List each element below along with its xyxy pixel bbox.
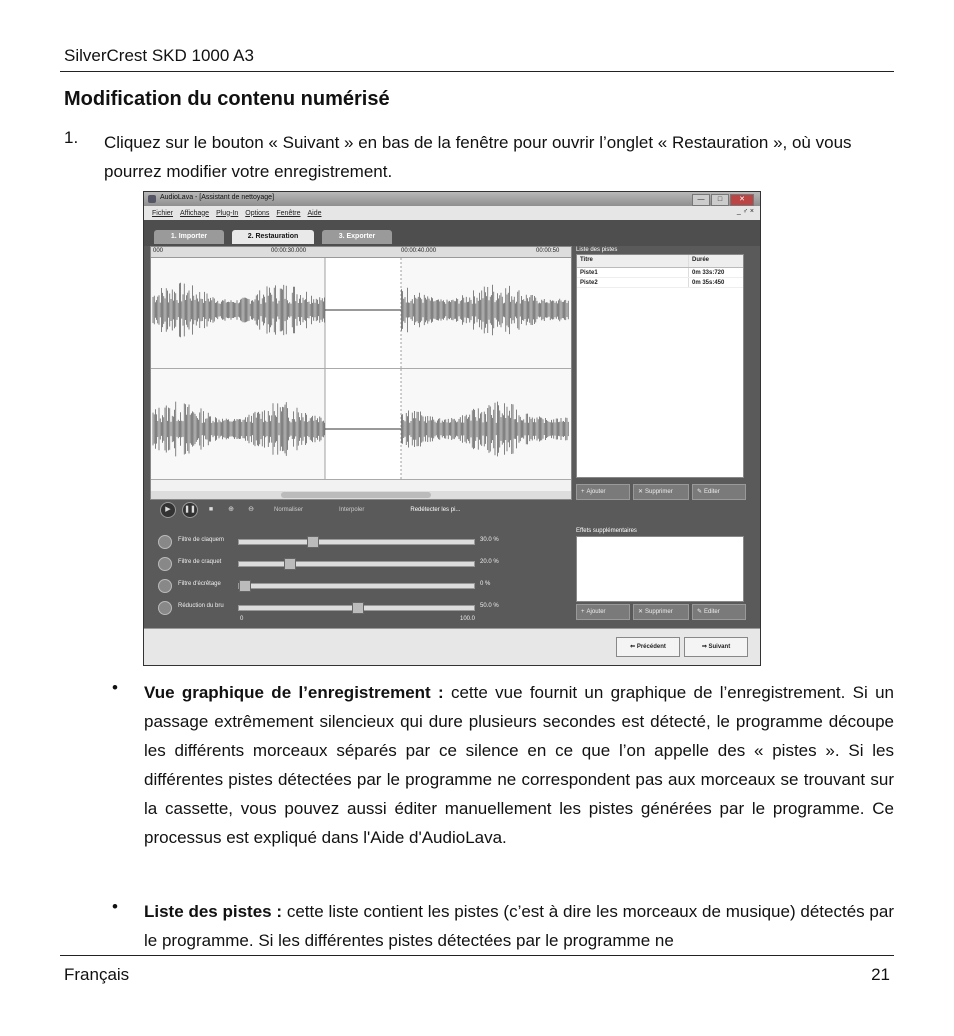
filter-slider-row — [158, 555, 518, 571]
slider-label: Filtre de craquet — [178, 559, 222, 565]
track-list-buttons — [576, 484, 746, 500]
bullet-graphic-view — [144, 678, 894, 852]
zoom-out-icon[interactable]: ⊖ — [248, 506, 254, 513]
toggle-knob-icon[interactable] — [158, 601, 172, 615]
tab-restauration[interactable]: 2. Restauration — [232, 230, 314, 244]
effects-buttons — [576, 604, 746, 620]
normalize-button[interactable]: Normaliser — [274, 507, 304, 513]
menu-fichier[interactable]: Fichier — [152, 209, 174, 217]
time-ruler — [151, 247, 571, 258]
delete-label: Supprimer — [645, 609, 673, 615]
slider-track[interactable] — [238, 561, 475, 567]
col-duration[interactable]: Durée — [692, 257, 710, 263]
toggle-knob-icon[interactable] — [158, 557, 172, 571]
header-rule — [60, 71, 894, 72]
edit-icon: ✎ — [697, 609, 703, 615]
track-title: Piste1 — [577, 268, 689, 277]
step-text: Cliquez sur le bouton « Suivant » en bas de la fenêtre pour ouvrir l’onglet « Restauration », où vous pourrez modifier votre enregistrement. — [104, 133, 852, 181]
tab-exporter[interactable]: 3. Exporter — [322, 230, 392, 244]
waveform-left-svg — [151, 258, 571, 368]
effects-title: Effets supplémentaires — [576, 528, 637, 534]
window-title: AudioLava - [Assistant de nettoyage] — [160, 194, 275, 201]
toggle-knob-icon[interactable] — [158, 535, 172, 549]
ruler-label: 000 — [153, 248, 164, 254]
menu-affichage[interactable]: Affichage — [180, 209, 210, 217]
slider-track[interactable] — [238, 605, 475, 611]
track-duration: 0m 33s:720 — [692, 270, 725, 276]
previous-label: Précédent — [636, 644, 666, 650]
filter-slider-row — [158, 599, 518, 615]
slider-track[interactable] — [238, 539, 475, 545]
menu-bar — [144, 206, 760, 220]
previous-button[interactable] — [616, 637, 680, 657]
mdi-controls[interactable]: _ ♂ × — [736, 208, 754, 215]
window-titlebar — [144, 192, 760, 206]
edit-label: Editer — [704, 489, 720, 495]
slider-label: Réduction du bru — [178, 603, 224, 609]
footer-language: Français — [64, 965, 130, 984]
waveform-right-svg — [151, 369, 571, 479]
bullet-track-list — [144, 897, 894, 955]
stop-icon[interactable]: ■ — [208, 506, 214, 513]
close-button[interactable]: ✕ — [730, 194, 754, 206]
bullet-marker: • — [112, 678, 118, 697]
pause-icon[interactable]: ❚❚ — [182, 502, 198, 518]
playback-controls — [160, 502, 460, 518]
menu-options[interactable]: Options — [245, 209, 270, 217]
ruler-label: 00:00:50 — [536, 248, 560, 254]
arrow-right-icon: ⇒ — [701, 644, 709, 650]
add-effect-button[interactable] — [576, 604, 630, 620]
arrow-left-icon: ⇐ — [630, 644, 637, 650]
delete-effect-button[interactable] — [633, 604, 689, 620]
slider-value: 0 % — [480, 581, 491, 587]
bullet-marker: • — [112, 897, 118, 916]
delete-label: Supprimer — [645, 489, 673, 495]
running-header: SilverCrest SKD 1000 A3 — [64, 46, 254, 65]
filter-slider-row — [158, 533, 518, 549]
edit-track-button[interactable] — [692, 484, 746, 500]
menu-plugin[interactable]: Plug-In — [216, 209, 239, 217]
tab-strip — [144, 220, 760, 246]
slider-value: 20.0 % — [480, 559, 499, 565]
slider-label: Filtre de claquem — [178, 537, 225, 543]
interpolate-button[interactable]: Interpoler — [339, 507, 365, 513]
waveform-channel-right — [151, 369, 571, 480]
wizard-bottom-bar — [144, 628, 760, 665]
section-heading: Modification du contenu numérisé — [64, 88, 390, 110]
track-row[interactable] — [577, 278, 743, 288]
scale-min: 0 — [240, 616, 244, 622]
edit-label: Editer — [704, 609, 720, 615]
track-title: Piste2 — [577, 278, 689, 287]
play-icon[interactable]: ▶ — [160, 502, 176, 518]
footer-rule — [60, 955, 894, 956]
app-icon — [148, 195, 156, 203]
slider-value: 50.0 % — [480, 603, 499, 609]
minimize-button[interactable]: — — [692, 194, 710, 206]
track-duration: 0m 35s:450 — [692, 280, 725, 286]
slider-value: 30.0 % — [480, 537, 499, 543]
maximize-button[interactable]: □ — [711, 194, 729, 206]
tab-importer[interactable]: 1. Importer — [154, 230, 224, 244]
edit-icon: ✎ — [697, 489, 703, 495]
delete-track-button[interactable] — [633, 484, 689, 500]
track-row[interactable] — [577, 268, 743, 278]
filter-slider-row — [158, 577, 518, 593]
menu-fenetre[interactable]: Fenêtre — [276, 209, 301, 217]
plus-icon: + — [581, 609, 585, 615]
plus-icon: + — [581, 489, 585, 495]
cross-icon: ✕ — [638, 489, 644, 495]
bullet-body: cette liste contient les pistes (c’est à dire les morceaux de musique) détectés par le programme. Si les différentes pistes détectées par le programme ne — [144, 902, 894, 950]
horizontal-scrollbar[interactable] — [151, 491, 571, 499]
redetect-tracks-button[interactable]: Redétecter les pi... — [410, 507, 461, 513]
add-label: Ajouter — [586, 489, 606, 495]
waveform-channel-left — [151, 258, 571, 369]
waveform-view[interactable] — [150, 246, 572, 500]
track-list-header — [577, 255, 743, 268]
track-list-title: Liste des pistes — [576, 247, 618, 253]
slider-thumb[interactable] — [284, 558, 296, 570]
menu-aide[interactable]: Aide — [307, 209, 322, 217]
next-button[interactable] — [684, 637, 748, 657]
cross-icon: ✕ — [638, 609, 644, 615]
step-number: 1. — [64, 128, 79, 147]
slider-track[interactable] — [238, 583, 475, 589]
ruler-label: 00:00:40.000 — [401, 248, 437, 254]
page-number: 21 — [871, 965, 890, 984]
bullet-term: Liste des pistes : — [144, 902, 283, 921]
edit-effect-button[interactable] — [692, 604, 746, 620]
bullet-term: Vue graphique de l’enregistrement : — [144, 683, 444, 702]
audiolava-screenshot — [143, 191, 761, 666]
zoom-in-icon[interactable]: ⊕ — [228, 506, 234, 513]
next-label: Suivant — [708, 644, 731, 650]
slider-thumb[interactable] — [307, 536, 319, 548]
slider-thumb[interactable] — [352, 602, 364, 614]
scale-max: 100.0 — [460, 616, 476, 622]
scrollbar-thumb[interactable] — [281, 492, 431, 498]
add-label: Ajouter — [586, 609, 606, 615]
slider-thumb[interactable] — [239, 580, 251, 592]
bullet-body: cette vue fournit un graphique de l’enregistrement. Si un passage extrêmement silencieux qui dure plusieurs secondes est détecté, le programme découpe les différents morceaux séparés par ce silence en ce que l’on appelle des « pistes ». Si les différentes pistes détectées par le programme ne correspondent pas aux morceaux se trouvant sur la cassette, vous pouvez aussi éditer manuellement les pistes générées par le programme. Ce processus est expliqué dans l'Aide d'AudioLava. — [144, 683, 894, 847]
col-title[interactable]: Titre — [577, 255, 689, 267]
track-list[interactable] — [576, 254, 744, 478]
toggle-knob-icon[interactable] — [158, 579, 172, 593]
effects-list[interactable] — [576, 536, 744, 602]
slider-label: Filtre d'écrêtage — [178, 581, 221, 587]
add-track-button[interactable] — [576, 484, 630, 500]
ruler-label: 00:00:30.000 — [271, 248, 307, 254]
